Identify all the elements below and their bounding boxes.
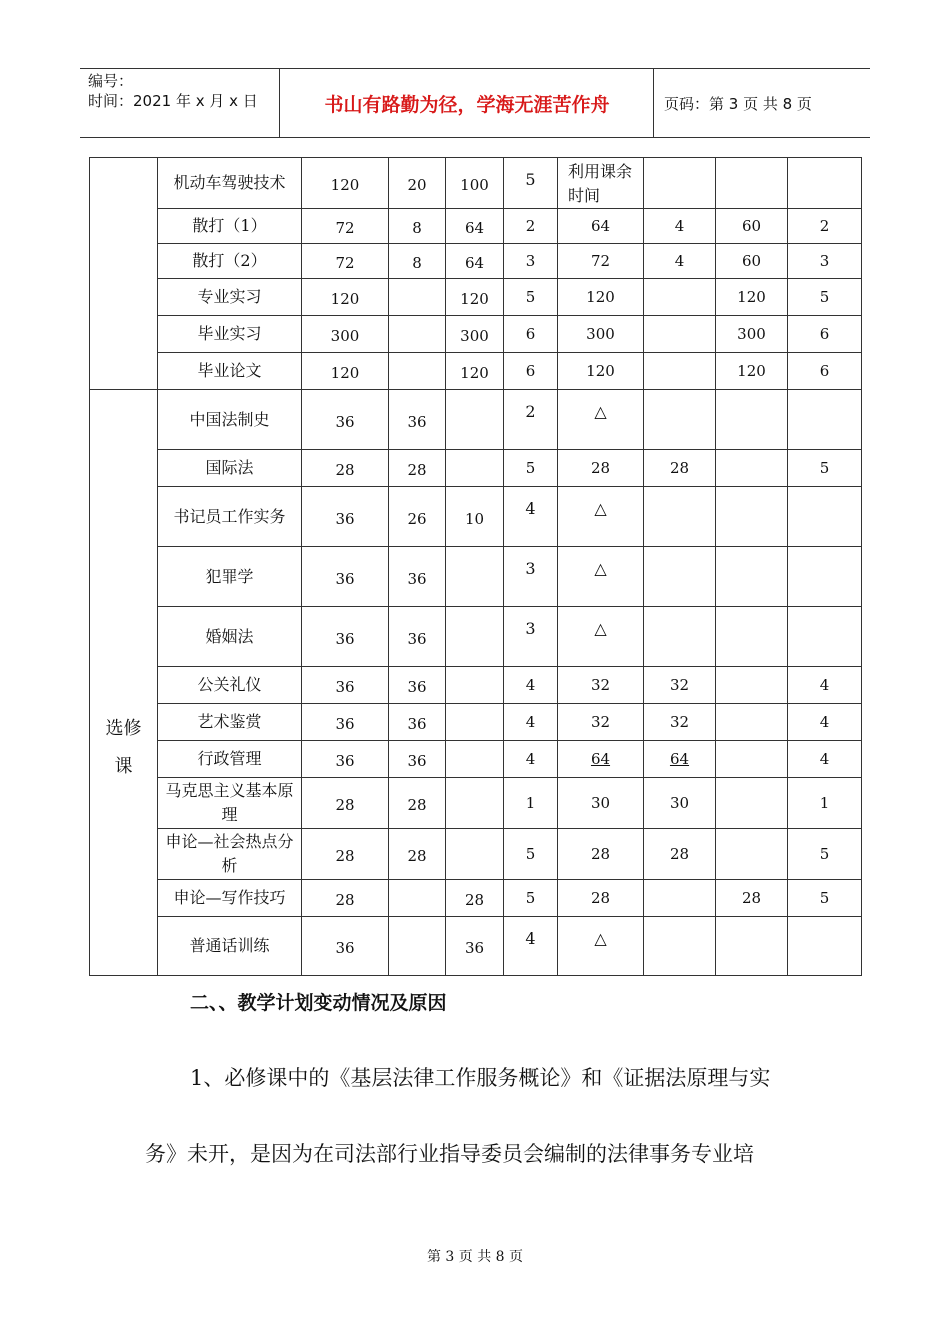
cell xyxy=(788,158,862,209)
credit: 5 xyxy=(504,279,558,316)
cell: 30 xyxy=(644,778,716,829)
total-hours: 120 xyxy=(302,158,389,209)
course-name: 国际法 xyxy=(158,450,302,487)
cell: 5 xyxy=(788,450,862,487)
cell: 120 xyxy=(558,353,644,390)
course-name: 公关礼仪 xyxy=(158,667,302,704)
cell: △ xyxy=(558,390,644,450)
cell xyxy=(644,390,716,450)
total-hours: 36 xyxy=(302,607,389,667)
paragraph-line: 务》未开，是因为在司法部行业指导委员会编制的法律事务专业培 xyxy=(145,1142,754,1166)
body-paragraph xyxy=(145,1040,810,1192)
credit: 5 xyxy=(504,158,558,209)
table-row xyxy=(90,547,862,607)
cell: 4 xyxy=(788,704,862,741)
credit: 5 xyxy=(504,829,558,880)
cell: 4 xyxy=(788,741,862,778)
code-label: 编号： xyxy=(88,72,134,90)
cell: 72 xyxy=(558,244,644,279)
practice-hours xyxy=(446,547,504,607)
total-hours: 120 xyxy=(302,279,389,316)
course-name: 犯罪学 xyxy=(158,547,302,607)
credit: 6 xyxy=(504,316,558,353)
credit: 4 xyxy=(504,741,558,778)
table-row xyxy=(90,917,862,976)
total-hours: 28 xyxy=(302,829,389,880)
required-group-cell xyxy=(90,158,158,390)
total-hours: 36 xyxy=(302,547,389,607)
practice-hours xyxy=(446,829,504,880)
cell xyxy=(716,917,788,976)
theory-hours xyxy=(389,917,446,976)
total-hours: 72 xyxy=(302,244,389,279)
practice-hours: 120 xyxy=(446,279,504,316)
theory-hours: 36 xyxy=(389,390,446,450)
table-row xyxy=(90,880,862,917)
practice-hours: 64 xyxy=(446,209,504,244)
table-row xyxy=(90,667,862,704)
credit: 3 xyxy=(504,607,558,667)
cell: 64 xyxy=(558,209,644,244)
credit: 2 xyxy=(504,209,558,244)
cell: 5 xyxy=(788,279,862,316)
cell xyxy=(716,778,788,829)
course-name: 普通话训练 xyxy=(158,917,302,976)
credit: 6 xyxy=(504,353,558,390)
cell xyxy=(716,667,788,704)
header-meta xyxy=(80,69,280,137)
cell xyxy=(716,607,788,667)
theory-hours: 36 xyxy=(389,547,446,607)
course-name: 毕业实习 xyxy=(158,316,302,353)
cell: 4 xyxy=(644,244,716,279)
credit: 4 xyxy=(504,667,558,704)
total-hours: 300 xyxy=(302,316,389,353)
cell xyxy=(716,547,788,607)
theory-hours: 36 xyxy=(389,741,446,778)
page-footer: 第 3 页 共 8 页 xyxy=(426,1249,524,1265)
cell: 1 xyxy=(788,778,862,829)
course-name: 专业实习 xyxy=(158,279,302,316)
cell: 60 xyxy=(716,209,788,244)
date-line: 时间：2021 年 x 月 x 日 xyxy=(88,92,258,110)
course-name: 散打（1） xyxy=(158,209,302,244)
cell: 120 xyxy=(716,279,788,316)
total-hours: 28 xyxy=(302,778,389,829)
course-name: 马克思主义基本原理 xyxy=(158,778,302,829)
cell xyxy=(644,316,716,353)
header-page-info: 页码：第 3 页 共 8 页 xyxy=(664,94,812,113)
theory-hours: 26 xyxy=(389,487,446,547)
table-row xyxy=(90,607,862,667)
credit: 3 xyxy=(504,244,558,279)
cell: 32 xyxy=(558,704,644,741)
theory-hours: 28 xyxy=(389,829,446,880)
table-row xyxy=(90,316,862,353)
cell: 3 xyxy=(788,244,862,279)
table-row xyxy=(90,353,862,390)
cell: △ xyxy=(558,487,644,547)
cell xyxy=(788,547,862,607)
practice-hours xyxy=(446,667,504,704)
cell: △ xyxy=(558,547,644,607)
cell: 2 xyxy=(788,209,862,244)
cell xyxy=(788,390,862,450)
cell: 120 xyxy=(558,279,644,316)
table-row xyxy=(90,704,862,741)
total-hours: 120 xyxy=(302,353,389,390)
cell xyxy=(644,158,716,209)
practice-hours: 300 xyxy=(446,316,504,353)
header-slogan: 书山有路勤为径，学海无涯苦作舟 xyxy=(281,69,654,137)
cell xyxy=(716,829,788,880)
theory-hours: 36 xyxy=(389,607,446,667)
practice-hours: 100 xyxy=(446,158,504,209)
course-name: 书记员工作实务 xyxy=(158,487,302,547)
credit: 5 xyxy=(504,450,558,487)
cell xyxy=(644,917,716,976)
course-name: 中国法制史 xyxy=(158,390,302,450)
total-hours: 72 xyxy=(302,209,389,244)
section-heading: 二、、教学计划变动情况及原因 xyxy=(190,992,447,1014)
credit: 5 xyxy=(504,880,558,917)
cell xyxy=(788,607,862,667)
practice-hours: 120 xyxy=(446,353,504,390)
practice-hours xyxy=(446,607,504,667)
table-row xyxy=(90,244,862,279)
cell: 64 xyxy=(644,741,716,778)
cell: 300 xyxy=(558,316,644,353)
note-cell: 利用课余时间 xyxy=(558,158,644,209)
credit: 1 xyxy=(504,778,558,829)
table-row xyxy=(90,829,862,880)
course-name: 散打（2） xyxy=(158,244,302,279)
cell: 28 xyxy=(644,829,716,880)
cell xyxy=(644,279,716,316)
cell: 32 xyxy=(558,667,644,704)
cell xyxy=(788,917,862,976)
credit: 4 xyxy=(504,704,558,741)
cell: 60 xyxy=(716,244,788,279)
paragraph-line: 1、必修课中的《基层法律工作服务概论》和《证据法原理与实 xyxy=(190,1066,771,1090)
course-name: 毕业论文 xyxy=(158,353,302,390)
theory-hours xyxy=(389,279,446,316)
cell: 28 xyxy=(558,829,644,880)
total-hours: 36 xyxy=(302,487,389,547)
table-row xyxy=(90,778,862,829)
table-row xyxy=(90,209,862,244)
total-hours: 36 xyxy=(302,704,389,741)
practice-hours xyxy=(446,390,504,450)
table-row xyxy=(90,741,862,778)
credit: 4 xyxy=(504,917,558,976)
cell: 6 xyxy=(788,316,862,353)
total-hours: 28 xyxy=(302,880,389,917)
theory-hours: 20 xyxy=(389,158,446,209)
theory-hours xyxy=(389,353,446,390)
cell: 64 xyxy=(558,741,644,778)
cell xyxy=(716,487,788,547)
credit: 2 xyxy=(504,390,558,450)
table-row xyxy=(90,279,862,316)
cell: 5 xyxy=(788,829,862,880)
cell xyxy=(644,607,716,667)
cell: 6 xyxy=(788,353,862,390)
theory-hours: 36 xyxy=(389,667,446,704)
cell: 28 xyxy=(716,880,788,917)
practice-hours: 28 xyxy=(446,880,504,917)
course-name: 机动车驾驶技术 xyxy=(158,158,302,209)
practice-hours: 64 xyxy=(446,244,504,279)
total-hours: 36 xyxy=(302,667,389,704)
cell: 4 xyxy=(788,667,862,704)
table-row xyxy=(90,158,862,209)
course-plan-table xyxy=(89,157,862,976)
practice-hours xyxy=(446,704,504,741)
cell: 32 xyxy=(644,704,716,741)
cell xyxy=(644,353,716,390)
credit: 3 xyxy=(504,547,558,607)
cell xyxy=(716,158,788,209)
cell xyxy=(716,450,788,487)
cell: △ xyxy=(558,917,644,976)
cell: 28 xyxy=(558,880,644,917)
cell: 300 xyxy=(716,316,788,353)
total-hours: 36 xyxy=(302,917,389,976)
cell: △ xyxy=(558,607,644,667)
course-name: 申论—写作技巧 xyxy=(158,880,302,917)
table-row xyxy=(90,487,862,547)
credit: 4 xyxy=(504,487,558,547)
cell: 30 xyxy=(558,778,644,829)
cell: 28 xyxy=(558,450,644,487)
cell xyxy=(788,487,862,547)
cell xyxy=(644,880,716,917)
practice-hours xyxy=(446,741,504,778)
practice-hours: 10 xyxy=(446,487,504,547)
practice-hours xyxy=(446,778,504,829)
cell: 4 xyxy=(644,209,716,244)
cell xyxy=(644,547,716,607)
table-row xyxy=(90,390,862,450)
course-name: 申论—社会热点分析 xyxy=(158,829,302,880)
cell: 28 xyxy=(644,450,716,487)
table-row xyxy=(90,450,862,487)
cell: 5 xyxy=(788,880,862,917)
page-header xyxy=(80,68,870,138)
theory-hours xyxy=(389,880,446,917)
course-name: 行政管理 xyxy=(158,741,302,778)
cell xyxy=(716,704,788,741)
theory-hours: 28 xyxy=(389,450,446,487)
theory-hours: 36 xyxy=(389,704,446,741)
total-hours: 28 xyxy=(302,450,389,487)
total-hours: 36 xyxy=(302,390,389,450)
elective-group-label xyxy=(90,390,158,976)
cell: 120 xyxy=(716,353,788,390)
theory-hours: 8 xyxy=(389,209,446,244)
theory-hours: 8 xyxy=(389,244,446,279)
practice-hours xyxy=(446,450,504,487)
course-name: 婚姻法 xyxy=(158,607,302,667)
elective-group-text: 选修课 xyxy=(105,717,142,777)
course-name: 艺术鉴赏 xyxy=(158,704,302,741)
theory-hours: 28 xyxy=(389,778,446,829)
total-hours: 36 xyxy=(302,741,389,778)
practice-hours: 36 xyxy=(446,917,504,976)
cell xyxy=(716,390,788,450)
cell xyxy=(716,741,788,778)
theory-hours xyxy=(389,316,446,353)
cell: 32 xyxy=(644,667,716,704)
cell xyxy=(644,487,716,547)
